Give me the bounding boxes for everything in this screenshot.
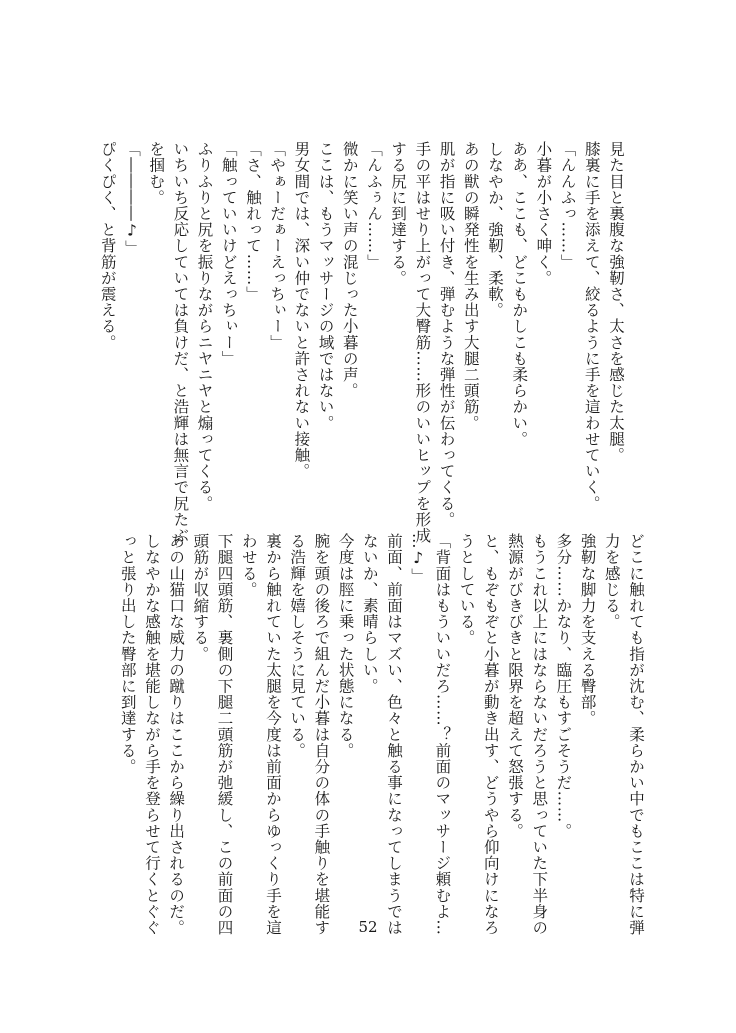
text-line: する尻に到達する。 bbox=[389, 141, 408, 286]
text-line: ああ、ここも、どこもかしこも柔らかい。 bbox=[510, 141, 529, 447]
text-line: っと張り出した臀部に到達する。 bbox=[118, 533, 137, 775]
text-line: 手の平はせり上がって大臀筋……形のいいヒップを形成 bbox=[413, 141, 432, 544]
text-line: しなやかな感触を堪能しながら手を登らせて行くとぐぐ bbox=[142, 533, 161, 936]
text-line: もうこれ以上にはならないだろうと思っていた下半身の bbox=[530, 533, 549, 936]
text-line: 下腿四頭筋、裏側の下腿二頭筋が弛緩し、この前面の四 bbox=[215, 533, 234, 936]
text-line: ここは、もうマッサージの域ではない。 bbox=[316, 141, 335, 431]
text-line: 「んんふっ……」 bbox=[558, 141, 577, 270]
text-line: 「背面はもういいだろ……？前面のマッサージ頼むよ… bbox=[433, 533, 452, 936]
text-line: 「――――♪」 bbox=[122, 141, 141, 257]
text-line: 小暮が小さく呻く。 bbox=[534, 141, 553, 286]
text-line: 前面、前面はマズい、色々と触る事になってしまうでは bbox=[384, 533, 403, 936]
text-line: 腕を頭の後ろで組んだ小暮は自分の体の手触りを堪能す bbox=[312, 533, 331, 936]
text-line: ないか、素晴らしい。 bbox=[360, 533, 379, 694]
text-line: 「さ、触れって……」 bbox=[243, 141, 262, 302]
text-line: ぴくぴく、と背筋が震える。 bbox=[98, 141, 117, 351]
text-line: 肌が指に吸い付き、弾むような弾性が伝わってくる。 bbox=[437, 141, 456, 528]
text-line: いちいち反応していては負けだ、と浩輝は無言で尻たぶ bbox=[171, 141, 190, 544]
text-line: 力を感じる。 bbox=[602, 533, 621, 630]
text-line: 微かに笑い声の混じった小暮の声。 bbox=[340, 141, 359, 399]
text-line: …♪」 bbox=[409, 533, 428, 584]
text-line: 「やぁーだぁーえっちぃー」 bbox=[268, 141, 287, 351]
text-line: 裏から触れていた太腿を今度は前面からゆっくり手を這 bbox=[263, 533, 282, 936]
text-line: どこに触れても指が沈む、柔らかい中でもここは特に弾 bbox=[627, 533, 645, 936]
text-line: 膝裏に手を添えて、絞るように手を這わせていく。 bbox=[582, 141, 601, 512]
text-line: 「んふぅん……」 bbox=[364, 141, 383, 270]
text-line: あの山猫口な威力の蹴りはここから繰り出されるのだ。 bbox=[167, 533, 186, 936]
text-line: わせる。 bbox=[239, 533, 258, 598]
text-line: 強靭な脚力を支える臀部。 bbox=[578, 533, 597, 727]
text-block-upper bbox=[98, 141, 628, 544]
text-line: 熱源がびきびきと限界を超えて怒張する。 bbox=[505, 533, 524, 839]
text-line: 多分……かなり、臨圧もすごそうだ……。 bbox=[554, 533, 573, 839]
text-line: を掴む。 bbox=[147, 141, 166, 206]
page-number: 52 bbox=[358, 918, 378, 936]
text-line: あの獣の瞬発性を生み出す大腿二頭筋。 bbox=[461, 141, 480, 431]
text-line: 「触っていいけどえっちぃー」 bbox=[219, 141, 238, 367]
text-line: 頭筋が収縮する。 bbox=[191, 533, 210, 662]
text-line: うとしている。 bbox=[457, 533, 476, 646]
text-line: る浩輝を嬉しそうに見ている。 bbox=[288, 533, 307, 759]
text-line: 今度は脛に乗った状態になる。 bbox=[336, 533, 355, 759]
text-line: と、もぞもぞと小暮が動き出す、どうやら仰向けになろ bbox=[481, 533, 500, 936]
text-line: ふりふりと尻を振りながらニヤニヤと煽ってくる。 bbox=[195, 141, 214, 512]
text-line: 男女間では、深い仲でないと許されない接触。 bbox=[292, 141, 311, 480]
text-line: 見た目と裏腹な強靭さ、太さを感じた太腿。 bbox=[607, 141, 625, 463]
text-line: しなやか、強靭、柔軟。 bbox=[485, 141, 504, 319]
